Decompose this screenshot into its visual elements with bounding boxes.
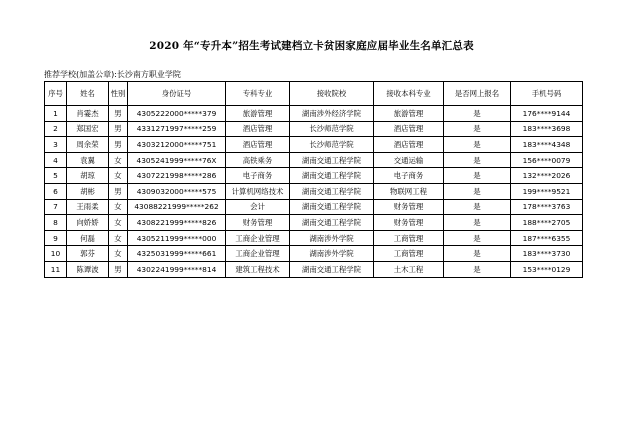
header-gender: 性别 (109, 82, 128, 106)
cell-id-number: 4305222000*****379 (128, 106, 226, 122)
cell-receiving-school: 湖南交通工程学院 (290, 215, 374, 231)
cell-phone: 183****3698 (511, 121, 583, 137)
table-row (45, 230, 583, 246)
cell-seq: 2 (45, 121, 67, 137)
cell-phone: 199****9521 (511, 183, 583, 199)
cell-college-major: 会计 (226, 199, 290, 215)
cell-undergrad-major: 旅游管理 (374, 106, 444, 122)
recommending-school-line: 推荐学校(加盖公章):长沙南方职业学院 (44, 70, 181, 79)
cell-id-number: 4307221998*****286 (128, 168, 226, 184)
cell-receiving-school: 湖南交通工程学院 (290, 152, 374, 168)
cell-name: 陈谭波 (67, 261, 109, 277)
cell-seq: 8 (45, 215, 67, 231)
cell-online-registered: 是 (444, 246, 511, 262)
cell-online-registered: 是 (444, 261, 511, 277)
cell-undergrad-major: 土木工程 (374, 261, 444, 277)
cell-phone: 176****9144 (511, 106, 583, 122)
cell-seq: 3 (45, 137, 67, 153)
cell-phone: 187****6355 (511, 230, 583, 246)
cell-gender: 女 (109, 230, 128, 246)
cell-phone: 188****2705 (511, 215, 583, 231)
cell-receiving-school: 长沙师范学院 (290, 137, 374, 153)
cell-name: 肖霎杰 (67, 106, 109, 122)
table-row (45, 168, 583, 184)
document-title: 2020 年“专升本”招生考试建档立卡贫困家庭应届毕业生名单汇总表 (149, 40, 474, 52)
cell-college-major: 工商企业管理 (226, 230, 290, 246)
header-online-registered: 是否网上报名 (444, 82, 511, 106)
cell-gender: 女 (109, 152, 128, 168)
cell-online-registered: 是 (444, 168, 511, 184)
cell-undergrad-major: 财务管理 (374, 199, 444, 215)
cell-college-major: 计算机网络技术 (226, 183, 290, 199)
header-phone: 手机号码 (511, 82, 583, 106)
cell-gender: 女 (109, 246, 128, 262)
table-row (45, 152, 583, 168)
cell-id-number: 4302241999*****814 (128, 261, 226, 277)
cell-college-major: 旅游管理 (226, 106, 290, 122)
cell-seq: 9 (45, 230, 67, 246)
cell-name: 周余荣 (67, 137, 109, 153)
cell-gender: 男 (109, 261, 128, 277)
graduate-roster-table (44, 81, 583, 278)
cell-phone: 183****3730 (511, 246, 583, 262)
cell-name: 郭芬 (67, 246, 109, 262)
cell-receiving-school: 湖南涉外学院 (290, 246, 374, 262)
cell-receiving-school: 湖南涉外经济学院 (290, 106, 374, 122)
cell-receiving-school: 长沙师范学院 (290, 121, 374, 137)
cell-receiving-school: 湖南交通工程学院 (290, 183, 374, 199)
cell-undergrad-major: 物联网工程 (374, 183, 444, 199)
cell-seq: 7 (45, 199, 67, 215)
table-header-row (45, 82, 583, 106)
cell-online-registered: 是 (444, 137, 511, 153)
cell-online-registered: 是 (444, 230, 511, 246)
cell-receiving-school: 湖南交通工程学院 (290, 261, 374, 277)
cell-name: 王雨柔 (67, 199, 109, 215)
cell-undergrad-major: 工商管理 (374, 246, 444, 262)
table-row (45, 215, 583, 231)
cell-undergrad-major: 电子商务 (374, 168, 444, 184)
table-row (45, 137, 583, 153)
cell-name: 何磊 (67, 230, 109, 246)
cell-undergrad-major: 交通运输 (374, 152, 444, 168)
cell-gender: 女 (109, 215, 128, 231)
cell-college-major: 酒店管理 (226, 137, 290, 153)
cell-undergrad-major: 工商管理 (374, 230, 444, 246)
cell-id-number: 4308221999*****826 (128, 215, 226, 231)
cell-gender: 男 (109, 106, 128, 122)
cell-seq: 6 (45, 183, 67, 199)
cell-college-major: 财务管理 (226, 215, 290, 231)
cell-seq: 11 (45, 261, 67, 277)
cell-phone: 132****2026 (511, 168, 583, 184)
cell-phone: 178****3763 (511, 199, 583, 215)
table-row (45, 183, 583, 199)
cell-undergrad-major: 酒店管理 (374, 121, 444, 137)
cell-id-number: 4331271997*****259 (128, 121, 226, 137)
cell-college-major: 高铁乘务 (226, 152, 290, 168)
table-row (45, 199, 583, 215)
cell-phone: 153****0129 (511, 261, 583, 277)
cell-phone: 183****4348 (511, 137, 583, 153)
cell-id-number: 4309032000*****575 (128, 183, 226, 199)
table-row (45, 106, 583, 122)
cell-online-registered: 是 (444, 152, 511, 168)
cell-seq: 1 (45, 106, 67, 122)
cell-name: 向娇娇 (67, 215, 109, 231)
cell-gender: 男 (109, 121, 128, 137)
cell-name: 胡琼 (67, 168, 109, 184)
cell-gender: 男 (109, 137, 128, 153)
cell-seq: 5 (45, 168, 67, 184)
header-receiving-school: 接收院校 (290, 82, 374, 106)
cell-receiving-school: 湖南涉外学院 (290, 230, 374, 246)
cell-online-registered: 是 (444, 215, 511, 231)
cell-gender: 女 (109, 168, 128, 184)
cell-id-number: 4325031999*****661 (128, 246, 226, 262)
cell-undergrad-major: 酒店管理 (374, 137, 444, 153)
cell-receiving-school: 湖南交通工程学院 (290, 199, 374, 215)
cell-undergrad-major: 财务管理 (374, 215, 444, 231)
cell-name: 胡彬 (67, 183, 109, 199)
cell-seq: 10 (45, 246, 67, 262)
header-seq: 序号 (45, 82, 67, 106)
cell-gender: 女 (109, 199, 128, 215)
cell-receiving-school: 湖南交通工程学院 (290, 168, 374, 184)
cell-id-number: 43088221999*****262 (128, 199, 226, 215)
cell-online-registered: 是 (444, 199, 511, 215)
cell-id-number: 4303212000*****751 (128, 137, 226, 153)
cell-phone: 156****0079 (511, 152, 583, 168)
cell-name: 袁翼 (67, 152, 109, 168)
table-row (45, 121, 583, 137)
cell-college-major: 工商企业管理 (226, 246, 290, 262)
table-row (45, 261, 583, 277)
cell-online-registered: 是 (444, 106, 511, 122)
header-name: 姓名 (67, 82, 109, 106)
cell-id-number: 4305211999*****000 (128, 230, 226, 246)
cell-name: 郑国宏 (67, 121, 109, 137)
cell-online-registered: 是 (444, 183, 511, 199)
header-college-major: 专科专业 (226, 82, 290, 106)
cell-college-major: 电子商务 (226, 168, 290, 184)
cell-online-registered: 是 (444, 121, 511, 137)
cell-seq: 4 (45, 152, 67, 168)
header-undergrad-major: 接收本科专业 (374, 82, 444, 106)
header-id-number: 身份证号 (128, 82, 226, 106)
cell-gender: 男 (109, 183, 128, 199)
cell-id-number: 4305241999*****76X (128, 152, 226, 168)
table-row (45, 246, 583, 262)
cell-college-major: 建筑工程技术 (226, 261, 290, 277)
cell-college-major: 酒店管理 (226, 121, 290, 137)
